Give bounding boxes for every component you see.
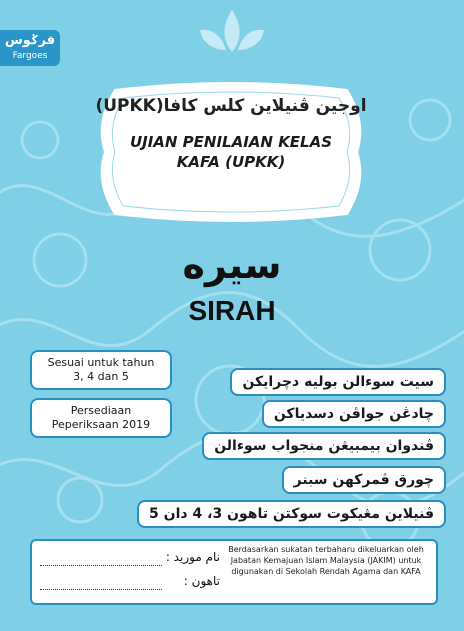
badge-line: Peperiksaan 2019 [51, 418, 151, 431]
badge-line: 3, 4 dan 5 [73, 370, 129, 383]
name-field-line[interactable] [40, 564, 162, 566]
feature-item: ڤنيلاين مڠيكوت سوكتن تاهون 3، 4 دان 5 [137, 500, 446, 528]
title-rumi [95, 132, 367, 172]
title-jawi-suffix: (UPKK) [95, 96, 164, 116]
badge-exam-prep [30, 398, 172, 438]
feature-item: چادڠن جواڤن دسدياكن [262, 400, 446, 428]
badge-line: Persediaan [70, 404, 132, 417]
title-jawi [95, 96, 367, 116]
feature-item: چورق ڤمركهن سبنر [282, 466, 446, 494]
subject-jawi: سيره [182, 243, 282, 287]
badge-suitable-years [30, 350, 172, 390]
feature-item: سيت سوءالن بوليه دچرايكن [230, 368, 446, 396]
year-field-line[interactable] [40, 588, 162, 590]
year-label: تاهون : [183, 574, 220, 588]
fargoes-logo [0, 30, 60, 66]
badge-line: Sesuai untuk tahun [47, 356, 155, 369]
feature-item: ڤندوان بيمبيڠن منجواب سوءالن [202, 432, 446, 460]
title-line2: KAFA (UPKK) [176, 153, 286, 171]
logo-jawi-text: فرݢوس [4, 33, 56, 48]
footer-note: Berdasarkan sukatan terbaharu dikeluarkan oleh Jabatan Kemajuan Islam Malaysia (JAKIM) untuk digunakan di Sekolah Rendah Agama dan KAFA [228, 545, 424, 576]
title-jawi-text: اوجين ڤنيلاين كلس كافا [163, 96, 367, 116]
name-label: نام موريد : [165, 550, 220, 564]
title-line1: UJIAN PENILAIAN KELAS [129, 133, 333, 151]
subject-rumi: SIRAH [188, 295, 276, 326]
logo-latin-text: Fargoes [12, 51, 48, 61]
